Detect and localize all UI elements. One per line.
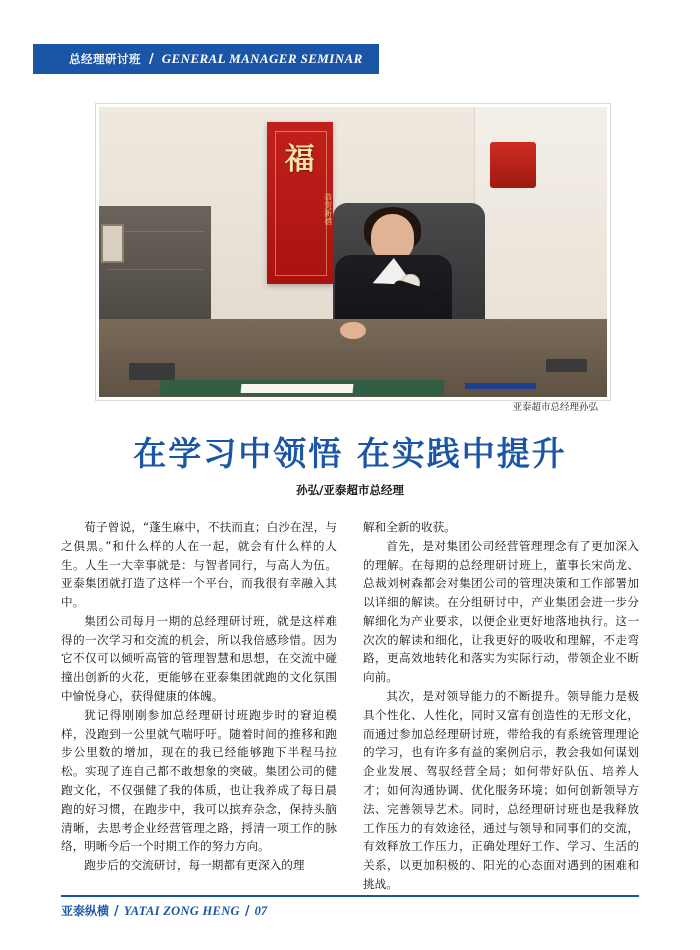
photo-person-head	[371, 214, 414, 260]
page-title: 在学习中领悟 在实践中提升	[133, 434, 567, 473]
photo-scroll-fu-char: 福	[284, 142, 315, 178]
page-header	[0, 44, 700, 74]
photo-desk-book	[465, 383, 536, 389]
paragraph: 跑步后的交流研讨，每一期都有更深入的理	[84, 858, 305, 873]
article-photo	[96, 104, 610, 400]
paragraph: 解和全新的收获。	[363, 520, 456, 534]
photo-cabinet-line	[106, 269, 204, 270]
header-label-cn: 总经理研讨班	[69, 52, 141, 66]
page-number: 07	[254, 904, 268, 918]
paragraph: 其次，是对领导能力的不断提升。领导能力是极具个性化、人性化，同时又富有创造性的无形文化，而通过参加总经理研讨班，带给我的有系统管理理论的学习，也有许多有益的案例启示，教会我如何谋划企业发展、驾驭经营全局；如何带好队伍、培养人才；如何沟通协调、优化服务环境；如何创新领导方法、完善领导艺术。同时，总经理研讨班也是我释放工作压力的有效途径，通过与领导和同事们的交流，有效释放工作压力，正确处理好工作、学习、生活的关系，以更加积极的、阳光的心态面对遇到的困难和挑战。	[363, 689, 639, 891]
photo-scene	[99, 107, 607, 397]
page-footer	[0, 902, 700, 922]
article-column-left	[61, 518, 337, 894]
footer-separator-1: /	[114, 904, 119, 919]
photo-person-hand	[340, 322, 365, 339]
header-section-label	[61, 44, 379, 74]
photo-desk-object	[129, 363, 175, 380]
footer-divider	[61, 895, 639, 897]
photo-desk-paper	[241, 384, 354, 393]
photo-wall-right	[474, 107, 607, 322]
photo-red-decoration	[490, 142, 536, 188]
paragraph: 集团公司每月一期的总经理研讨班，就是这样难得的一次学习和交流的机会，所以我倍感珍惜。因为它不仅可以倾听高管的管理智慧和思想，在交流中碰撞出创新的火花，更能够在亚泰集团就跑的文化氛围中愉悦身心，获得健康的体魄。	[61, 613, 337, 704]
header-label-en: GENERAL MANAGER SEMINAR	[161, 51, 363, 66]
article-byline: 孙弘/亚泰超市总经理	[296, 483, 404, 497]
paragraph: 犹记得刚刚参加总经理研讨班跑步时的窘迫模样，没跑到一公里就气喘吁吁。随着时间的推移和跑步公里数的增加，现在的我已经能够跑下半程马拉松。实现了连自己都不敢想象的突破。集团公司的健跑文化，不仅强健了我的体质，也让我养成了每日晨跑的好习惯，在跑步中，我可以摈弃杂念，保持头脑清晰，去思考企业经营管理之路，捋清一项工作的脉络，明晰今后一个时期工作的努力方向。	[61, 707, 337, 854]
footer-label-cn: 亚泰纵横	[61, 904, 110, 918]
paragraph: 首先，是对集团公司经营管理理念有了更加深入的理解。在每期的总经理研讨班上，董事长宋尚龙、总裁刘树森都会对集团公司的管理决策和工作部署加以详细的解读。在分组研讨中，产业集团会进一步分解细化为产业要求，以便企业更好地落地执行。这一次次的解读和细化，让我更好的吸收和理解，不走弯路，更高效地转化和落实为实际行动，带领企业不断向前。	[363, 538, 639, 685]
photo-desk-object	[546, 359, 587, 372]
paragraph: 荀子曾说，“蓬生麻中，不扶而直；白沙在涅，与之俱黑。”和什么样的人在一起，就会有什么样的人生。人生一大幸事就是：与智者同行，与高人为伍。亚泰集团就打造了这样一个平台，而我很有幸融入其中。	[61, 520, 337, 610]
footer-separator-2: /	[244, 904, 250, 919]
photo-small-frame	[101, 224, 124, 263]
header-accent-block	[33, 44, 61, 74]
photo-caption: 亚泰超市总经理孙弘	[512, 402, 598, 413]
header-separator: /	[149, 51, 154, 67]
footer-label	[61, 902, 267, 919]
photo-scroll-side-text: 恭贺新禧	[323, 192, 333, 225]
photo-red-scroll	[267, 122, 333, 284]
footer-label-en: YATAI ZONG HENG	[123, 904, 240, 918]
article-body	[61, 518, 639, 894]
photo-cabinet	[99, 206, 211, 322]
article-column-right	[363, 518, 639, 894]
